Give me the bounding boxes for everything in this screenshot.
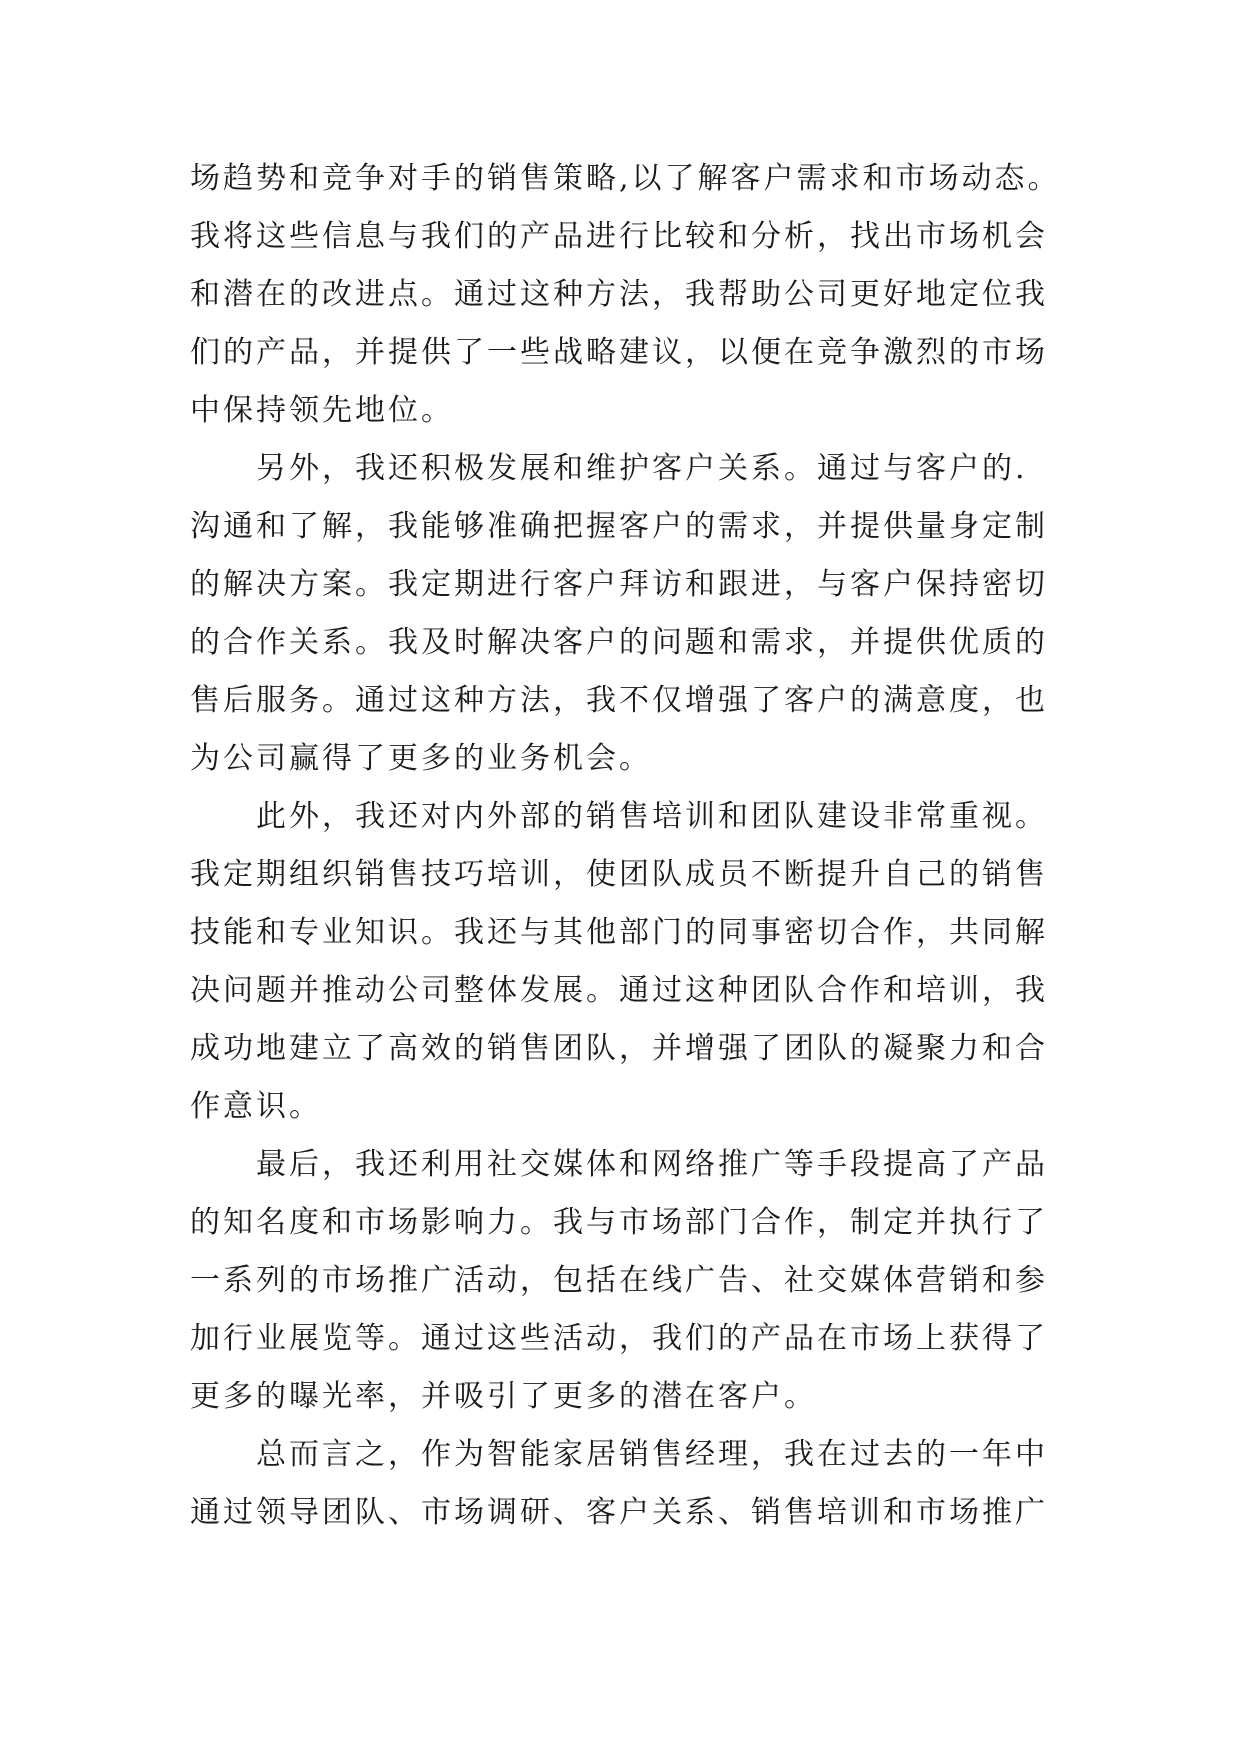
body-text [190, 150, 1090, 1542]
text-line: 的知名度和市场影响力。我与市场部门合作，制定并执行了 [190, 1205, 1048, 1240]
text-line: 们的产品，并提供了一些战略建议，以便在竞争激烈的市场 [190, 335, 1048, 370]
text-line: 售后服务。通过这种方法，我不仅增强了客户的满意度，也 [190, 683, 1048, 718]
text-line: 更多的曝光率，并吸引了更多的潜在客户。 [190, 1379, 817, 1414]
text-line: 的合作关系。我及时解决客户的问题和需求，并提供优质的 [190, 625, 1048, 660]
text-line: 决问题并推动公司整体发展。通过这种团队合作和培训，我 [190, 973, 1048, 1008]
paragraph-first-line: 总而言之，作为智能家居销售经理，我在过去的一年中 [256, 1437, 1048, 1472]
text-line: 的解决方案。我定期进行客户拜访和跟进，与客户保持密切 [190, 567, 1048, 602]
paragraph-first-line: 最后，我还利用社交媒体和网络推广等手段提高了产品 [256, 1147, 1048, 1182]
text-line: 沟通和了解，我能够准确把握客户的需求，并提供量身定制 [190, 509, 1048, 544]
text-line: 成功地建立了高效的销售团队，并增强了团队的凝聚力和合 [190, 1031, 1048, 1066]
text-line: 和潜在的改进点。通过这种方法，我帮助公司更好地定位我 [190, 277, 1048, 312]
text-line: 加行业展览等。通过这些活动，我们的产品在市场上获得了 [190, 1321, 1048, 1356]
text-line: 作意识。 [190, 1089, 322, 1124]
text-line: 中保持领先地位。 [190, 393, 454, 428]
paragraph-first-line: 另外，我还积极发展和维护客户关系。通过与客户的. [256, 451, 1028, 486]
text-line: 技能和专业知识。我还与其他部门的同事密切合作，共同解 [190, 915, 1048, 950]
text-line: 场趋势和竞争对手的销售策略,以了解客户需求和市场动态。 [190, 161, 1061, 196]
text-line: 我将这些信息与我们的产品进行比较和分析，找出市场机会 [190, 219, 1048, 254]
paragraph-first-line: 此外，我还对内外部的销售培训和团队建设非常重视。 [256, 799, 1048, 834]
text-line: 我定期组织销售技巧培训，使团队成员不断提升自己的销售 [190, 857, 1048, 892]
text-line: 为公司赢得了更多的业务机会。 [190, 741, 652, 776]
text-line: 通过领导团队、市场调研、客户关系、销售培训和市场推广 [190, 1495, 1048, 1530]
text-line: 一系列的市场推广活动，包括在线广告、社交媒体营销和参 [190, 1263, 1048, 1298]
